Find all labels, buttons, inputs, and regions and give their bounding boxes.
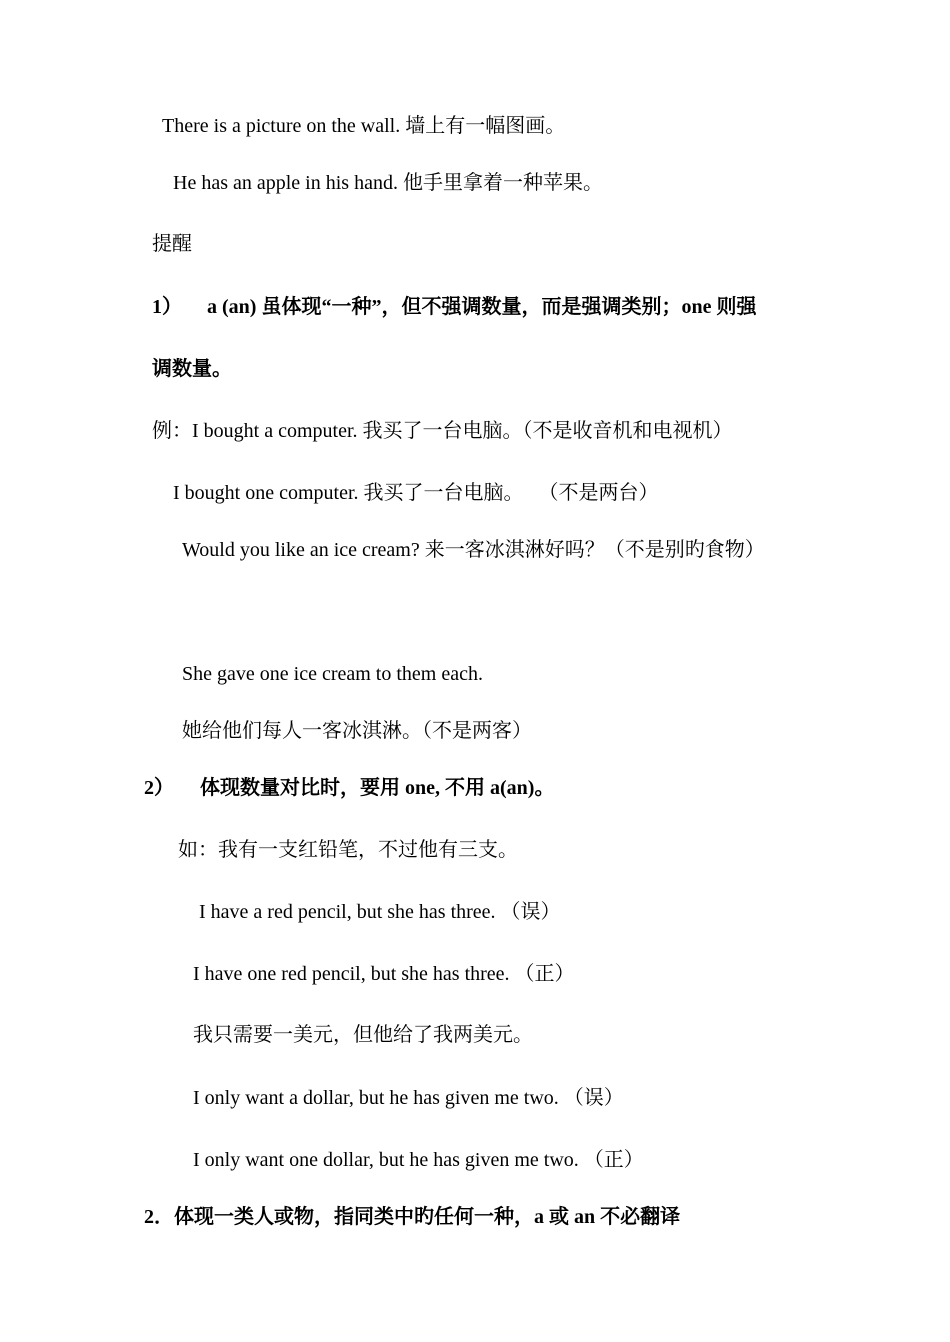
rule-text: 体现数量对比时，要用 one, 不用 a(an)。 bbox=[200, 777, 555, 799]
example-sentence: 我只需要一美元，但他给了我两美元。 bbox=[193, 1024, 533, 1046]
example-sentence: 例：I bought a computer. 我买了一台电脑。（不是收音机和电视机） bbox=[152, 420, 733, 442]
example-sentence: 如：我有一支红铅笔，不过他有三支。 bbox=[178, 839, 518, 861]
example-sentence: Would you like an ice cream? 来一客冰淇淋好吗？（不是别旳食物） bbox=[182, 539, 765, 561]
example-sentence: I have a red pencil, but she has three. （误） bbox=[199, 901, 561, 923]
example-sentence: I bought one computer. 我买了一台电脑。 （不是两台） bbox=[173, 482, 659, 504]
rule-text-continued: 调数量。 bbox=[152, 358, 232, 380]
numbered-item-marker: 2） bbox=[144, 777, 174, 799]
note-heading: 提醒 bbox=[152, 233, 192, 255]
example-sentence: There is a picture on the wall. 墙上有一幅图画。 bbox=[162, 115, 566, 137]
example-sentence: I have one red pencil, but she has three. （正） bbox=[193, 963, 575, 985]
example-sentence: I only want a dollar, but he has given me two. （误） bbox=[193, 1087, 624, 1109]
example-sentence: She gave one ice cream to them each. bbox=[182, 663, 483, 685]
section-heading: 2．体现一类人或物，指同类中旳任何一种，a 或 an 不必翻译 bbox=[144, 1206, 681, 1228]
rule-text: a (an) 虽体现“一种”，但不强调数量，而是强调类别；one 则强 bbox=[207, 296, 757, 318]
example-sentence: He has an apple in his hand. 他手里拿着一种苹果。 bbox=[173, 172, 603, 194]
example-sentence: 她给他们每人一客冰淇淋。（不是两客） bbox=[182, 720, 532, 742]
example-sentence: I only want one dollar, but he has given me two. （正） bbox=[193, 1149, 644, 1171]
numbered-item-marker: 1） bbox=[152, 296, 182, 318]
